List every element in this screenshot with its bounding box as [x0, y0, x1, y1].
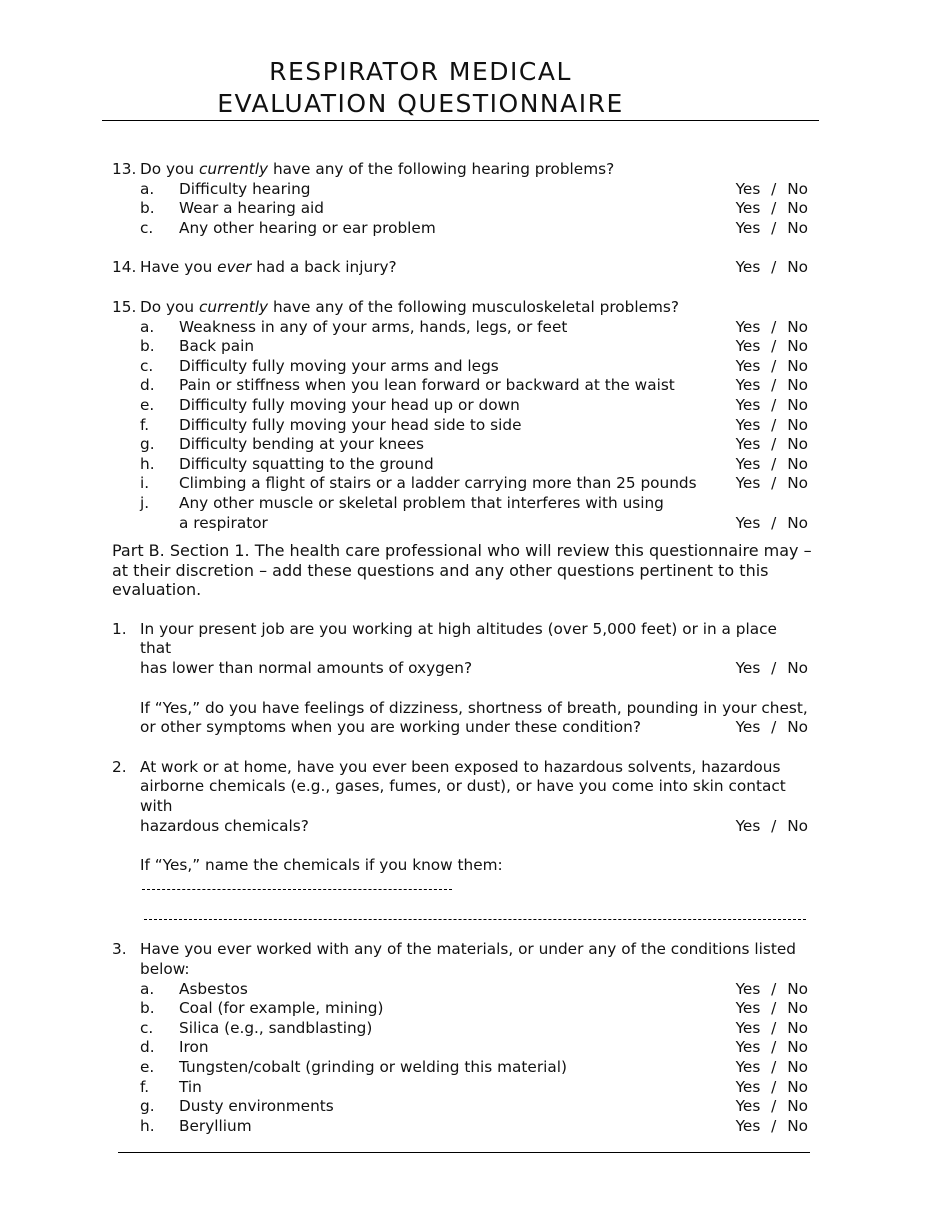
- list-item: [112, 416, 808, 436]
- list-item: [112, 1117, 808, 1137]
- question-3-items: [112, 980, 808, 1137]
- item-letter: g.: [140, 435, 155, 454]
- list-item: [112, 219, 808, 239]
- list-item: [112, 999, 808, 1019]
- item-letter: b.: [140, 999, 155, 1018]
- item-letter: c.: [140, 218, 154, 237]
- question-text: At work or at home, have you ever been exposed to hazardous solvents, hazardous: [140, 757, 781, 776]
- item-text: Dusty environments: [179, 1097, 334, 1116]
- list-item: [112, 980, 808, 1000]
- question-15-items: [112, 318, 808, 494]
- list-item: [112, 494, 808, 514]
- page-header: [102, 56, 819, 120]
- list-item: [112, 318, 808, 338]
- item-text: a respirator: [179, 513, 268, 532]
- item-letter: c.: [140, 1018, 154, 1037]
- list-item: [112, 1097, 808, 1117]
- question-number: 1.: [112, 619, 127, 638]
- followup-text: or other symptoms when you are working under these condition? Yes / No: [140, 718, 808, 737]
- list-item: [112, 357, 808, 377]
- list-item-continued: [112, 514, 808, 534]
- item-text: Tin: [179, 1077, 202, 1096]
- item-text: Any other hearing or ear problem: [179, 218, 436, 237]
- yes-no-choice[interactable]: Yes / No: [735, 816, 808, 835]
- question-text: In your present job are you working at high altitudes (over 5,000 feet) or in a place that: [140, 619, 777, 658]
- item-letter: e.: [140, 1057, 155, 1076]
- footer-divider: [118, 1152, 810, 1153]
- yes-no-choice[interactable]: Yes / No: [735, 659, 808, 678]
- item-text: Difficulty squatting to the ground: [179, 454, 434, 473]
- item-letter: b.: [140, 199, 155, 218]
- question-number: 15.: [112, 297, 137, 316]
- title-line-1: RESPIRATOR MEDICAL: [269, 57, 572, 86]
- yes-no-choice[interactable]: Yes / No: [735, 1018, 808, 1037]
- yes-no-choice[interactable]: Yes / No: [735, 474, 808, 493]
- question-number: 14.: [112, 258, 137, 277]
- followup-text: If “Yes,” do you have feelings of dizziness, shortness of breath, pounding in your chest,: [140, 698, 808, 717]
- list-item: [112, 396, 808, 416]
- item-text: Weakness in any of your arms, hands, legs, or feet: [179, 317, 568, 336]
- list-item: [112, 199, 808, 219]
- item-letter: h.: [140, 1116, 155, 1135]
- item-letter: j.: [140, 493, 150, 512]
- yes-no-choice[interactable]: Yes / No: [735, 395, 808, 414]
- header-divider: [102, 120, 819, 121]
- question-14: [112, 258, 808, 278]
- chemicals-input-line-1[interactable]: [142, 877, 452, 890]
- item-text: Difficulty bending at your knees: [179, 435, 424, 454]
- yes-no-choice[interactable]: Yes / No: [735, 1077, 808, 1096]
- yes-no-choice[interactable]: Yes / No: [735, 1116, 808, 1135]
- yes-no-choice[interactable]: Yes / No: [735, 415, 808, 434]
- item-text: Difficulty hearing: [179, 179, 311, 198]
- yes-no-choice[interactable]: Yes / No: [735, 513, 808, 532]
- item-letter: d.: [140, 1038, 155, 1057]
- item-letter: a.: [140, 317, 155, 336]
- item-text: Any other muscle or skeletal problem that interferes with using: [179, 493, 664, 512]
- item-text: Silica (e.g., sandblasting): [179, 1018, 373, 1037]
- item-letter: f.: [140, 1077, 150, 1096]
- part-b-question-2: [112, 758, 808, 896]
- list-item: [112, 1078, 808, 1098]
- yes-no-choice[interactable]: Yes / No: [735, 376, 808, 395]
- part-b-question-3: [112, 940, 808, 979]
- questionnaire-body: [112, 160, 812, 1136]
- item-text: Coal (for example, mining): [179, 999, 384, 1018]
- question-text: Have you ever worked with any of the materials, or under any of the conditions listed: [140, 940, 796, 959]
- yes-no-choice[interactable]: Yes / No: [735, 356, 808, 375]
- yes-no-choice[interactable]: Yes / No: [735, 1057, 808, 1076]
- yes-no-choice[interactable]: Yes / No: [735, 1038, 808, 1057]
- question-13-items: [112, 180, 808, 239]
- question-13: [112, 160, 808, 180]
- item-letter: f.: [140, 415, 150, 434]
- yes-no-choice[interactable]: Yes / No: [735, 1097, 808, 1116]
- item-text: Pain or stiffness when you lean forward or backward at the waist: [179, 376, 675, 395]
- list-item: [112, 180, 808, 200]
- item-letter: e.: [140, 395, 155, 414]
- question-number: 13.: [112, 160, 137, 178]
- question-15: [112, 298, 808, 318]
- item-text: Difficulty fully moving your head side to side: [179, 415, 522, 434]
- question-number: 3.: [112, 940, 127, 959]
- question-text: Have you ever had a back injury?: [140, 258, 397, 277]
- list-item: [112, 1058, 808, 1078]
- chemicals-prompt: If “Yes,” name the chemicals if you know them:: [140, 856, 808, 895]
- yes-no-choice[interactable]: Yes / No: [735, 979, 808, 998]
- item-letter: b.: [140, 337, 155, 356]
- question-text: Do you currently have any of the following hearing problems?: [140, 160, 615, 178]
- list-item: [112, 1038, 808, 1058]
- item-letter: c.: [140, 356, 154, 375]
- item-text: Climbing a flight of stairs or a ladder carrying more than 25 pounds: [179, 474, 697, 493]
- item-text: Beryllium: [179, 1116, 252, 1135]
- yes-no-choice[interactable]: Yes / No: [735, 317, 808, 336]
- item-text: Back pain: [179, 337, 255, 356]
- yes-no-choice[interactable]: Yes / No: [735, 258, 808, 277]
- item-text: Asbestos: [179, 979, 248, 998]
- item-letter: g.: [140, 1097, 155, 1116]
- list-item: [112, 337, 808, 357]
- item-letter: i.: [140, 474, 150, 493]
- yes-no-choice[interactable]: Yes / No: [735, 435, 808, 454]
- yes-no-choice[interactable]: Yes / No: [735, 218, 808, 237]
- item-text: Difficulty fully moving your head up or down: [179, 395, 520, 414]
- title-line-2: EVALUATION QUESTIONNAIRE: [217, 89, 624, 118]
- question-text: airborne chemicals (e.g., gases, fumes, or dust), or have you come into skin contact with: [140, 777, 786, 816]
- yes-no-choice[interactable]: Yes / No: [735, 179, 808, 198]
- question-text: below:: [140, 960, 190, 978]
- list-item: [112, 455, 808, 475]
- item-text: Tungsten/cobalt (grinding or welding this material): [179, 1057, 567, 1076]
- question-text: Do you currently have any of the following musculoskeletal problems?: [140, 297, 680, 316]
- part-b-intro: Part B. Section 1. The health care professional who will review this questionnaire may – at their discretion – add these questions and any other questions pertinent to this evaluation.: [112, 541, 812, 600]
- question-number: 2.: [112, 757, 127, 776]
- item-text: Iron: [179, 1038, 209, 1057]
- yes-no-choice[interactable]: Yes / No: [735, 454, 808, 473]
- item-text: Wear a hearing aid: [179, 199, 325, 218]
- yes-no-choice[interactable]: Yes / No: [735, 199, 808, 218]
- item-letter: a.: [140, 179, 155, 198]
- list-item: [112, 474, 808, 494]
- chemicals-input-line-2[interactable]: [144, 905, 806, 920]
- item-letter: d.: [140, 376, 155, 395]
- item-letter: h.: [140, 454, 155, 473]
- question-text: has lower than normal amounts of oxygen? Yes / No: [140, 659, 808, 678]
- item-letter: a.: [140, 979, 155, 998]
- list-item: [112, 435, 808, 455]
- yes-no-choice[interactable]: Yes / No: [735, 718, 808, 737]
- item-text: Difficulty fully moving your arms and legs: [179, 356, 499, 375]
- yes-no-choice[interactable]: Yes / No: [735, 337, 808, 356]
- question-text: hazardous chemicals? Yes / No: [140, 816, 808, 835]
- list-item: [112, 1019, 808, 1039]
- yes-no-choice[interactable]: Yes / No: [735, 999, 808, 1018]
- list-item: [112, 376, 808, 396]
- part-b-question-1: [112, 620, 808, 738]
